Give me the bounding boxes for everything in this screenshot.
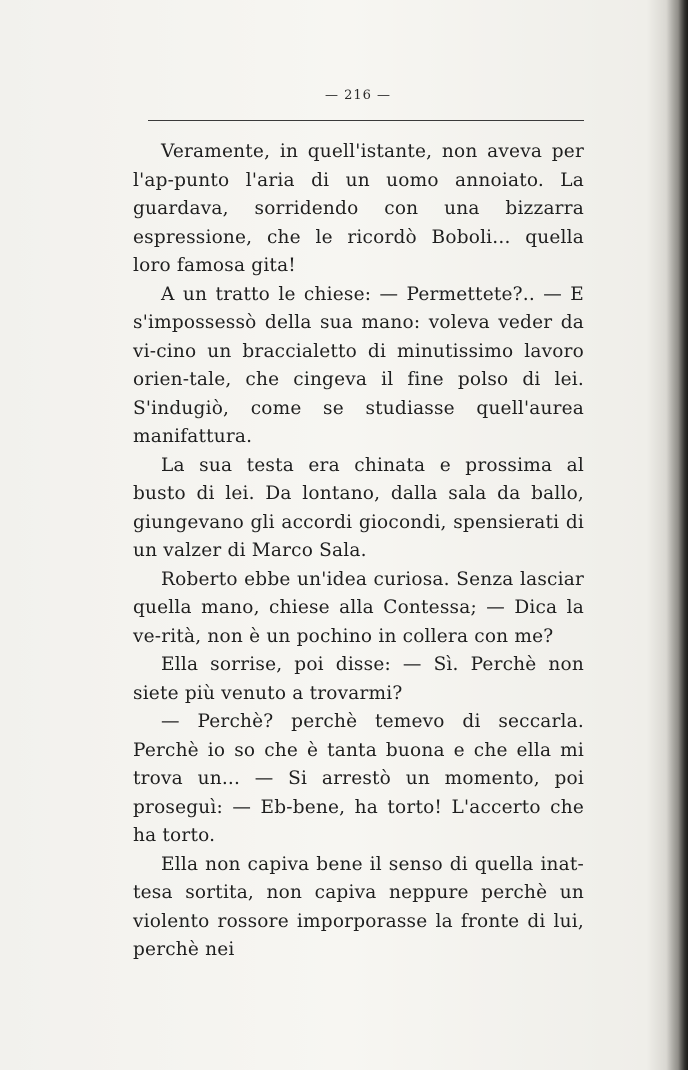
page-binding-shadow [666, 0, 688, 1070]
header-rule [148, 120, 584, 121]
body-text [133, 138, 584, 965]
paragraph: La sua testa era chinata e prossima al busto di lei. Da lontano, dalla sala da ballo, giungevano gli accordi giocondi, spensierati di un valzer di Marco Sala. [133, 454, 584, 561]
page-number: — 216 — [324, 88, 392, 103]
paragraph: — Perchè? perchè temevo di seccarla. Perchè io so che è tanta buona e che ella mi trova un... — Si arrestò un momento, poi proseguì: — Eb-bene, ha torto! L'accerto che ha torto. [133, 711, 584, 846]
paragraph: Roberto ebbe un'idea curiosa. Senza lasciar quella mano, chiese alla Contessa; — Dica la ve-rità, non è un pochino in collera con me? [133, 568, 584, 647]
paragraph: Veramente, in quell'istante, non aveva per l'ap-punto l'aria di un uomo annoiato. La guardava, sorridendo con una bizzarra espressione, che le ricordò Boboli... quella loro famosa gita! [133, 141, 584, 276]
paragraph: Ella non capiva bene il senso di quella inat-tesa sortita, non capiva neppure perchè un violento rossore imporporasse la fronte di lui, perchè nei [133, 853, 584, 960]
paragraph: Ella sorrise, poi disse: — Sì. Perchè non siete più venuto a trovarmi? [133, 654, 584, 704]
paragraph: A un tratto le chiese: — Permettete?.. — E s'impossessò della sua mano: voleva veder da vi-cino un braccialetto di minutissimo lavoro orien-tale, che cingeva il fine polso di lei. S'indugiò, come se studiasse quell'aurea manifattura. [133, 283, 584, 447]
